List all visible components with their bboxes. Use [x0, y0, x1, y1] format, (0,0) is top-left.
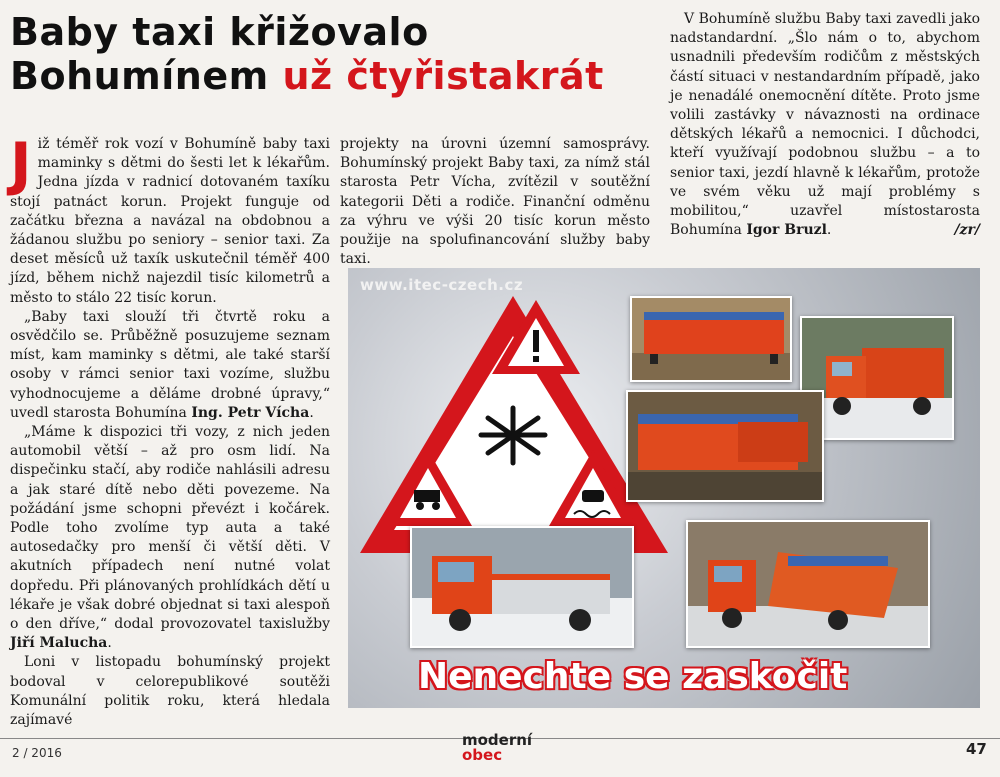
- headline-line2-black: Bohumínem: [10, 54, 283, 98]
- article-column-3: [670, 10, 980, 240]
- headline-line1: Baby taxi křižovalo: [10, 10, 429, 54]
- paragraph-6: V Bohumíně službu Baby taxi zavedli jako nadstandardní. „Šlo nám o to, abychom usnadnili především rodičům z městských částí situaci v nestandardním případě, jako je nenadálé onemocnění dítěte. Proto jsme volili zastávky v návaznosti na ordinace dětských lékařů a nemocnici. I důchodci, kteří využívají podobnou službu – a to senior taxi, jezdí hlavně k lékařům, protože ve svém věku už mají problémy s mobilitou,“ uzavřel místostarosta Bohumína Igor Bruzl. /zr/: [670, 10, 980, 240]
- headline-line2-red: už čtyřistakrát: [282, 54, 604, 98]
- taxi-operator-name: Jiří Malucha: [10, 635, 108, 652]
- mayor-name: Ing. Petr Vícha: [191, 404, 310, 421]
- magazine-logo: [462, 733, 532, 763]
- logo-line1: moderní: [462, 731, 533, 749]
- paragraph-5: projekty na úrovni územní samosprávy. Bohumínský projekt Baby taxi, za nímž stál starosta Petr Vícha, zvítězil v soutěžní kategorii Děti a rodiče. Finanční odměnu za výhru ve výši 20 tisíc korun město použije na spolufinancování služby baby taxi.: [340, 136, 650, 268]
- paragraph-6-text: V Bohumíně službu Baby taxi zavedli jako nadstandardní. „Šlo nám o to, abychom usnadnili především rodičům z městských částí situaci v nestandardním případě, jako je nenadálé onemocnění dítěte. Proto jsme volili zastávky v návaznosti na ordinace dětských lékařů a nemocnici. I důchodci, kteří využívají podobnou službu – a to senior taxi, jezdí hlavně k lékařům, protože ve svém věku už mají problémy s mobilitou,“ uzavřel místostarosta Bohumína: [670, 11, 980, 239]
- deputy-mayor-name: Igor Bruzl: [746, 222, 827, 239]
- photo-truck-bottom-left: [410, 526, 634, 648]
- author-signature: /zr/: [954, 222, 980, 239]
- paragraph-1: [10, 130, 330, 308]
- truck-image: [802, 318, 952, 438]
- article-headline: [10, 10, 604, 98]
- spreader-image: [632, 298, 790, 380]
- paragraph-3: „Máme k dispozici tři vozy, z nich jeden automobil větší – až pro osm lidí. Na dispečinku stačí, aby rodiče nahlásili adresu a jak staré dítě nebo děti povezeme. Na požádání jsme schopni převézt i kočárek. Podle toho zvolíme typ auta a také autosedačky pro menší či větší děti. V akutních případech není nutné volat dopředu. Při plánovaných prohlídkách dětí u lékaře je však dobré objednat si taxi alespoň o den dříve,“ dodal provozovatel taxislužby Jiří Malucha.: [10, 424, 330, 652]
- paragraph-4: [10, 653, 330, 730]
- headline-line2: [10, 54, 604, 98]
- paragraph-2-text: „Baby taxi slouží tři čtvrtě roku a osvědčilo se. Průběžně posuzujeme seznam míst, kam maminky s dětmi, ale také starší osoby v rámci senior taxi vozíme, službu vyhodnocujeme a děláme drobné úpravy,“ uvedl starosta Bohumína: [10, 308, 330, 421]
- paragraph-3-text: „Máme k dispozici tři vozy, z nich jeden automobil větší – až pro osm lidí. Na dispečinku stačí, aby rodiče nahlásili adresu a jak staré dítě nebo děti povezeme. Na požádání jsme schopni převézt i kočárek. Podle toho zvolíme typ auta a také autosedačky pro menší či větší děti. V akutních případech není nutné volat dopředu. Při plánovaných prohlídkách dětí u lékaře je však dobré objednat si taxi alespoň o den dříve,“ dodal provozovatel taxislužby: [10, 424, 330, 633]
- dropcap: J: [10, 130, 32, 198]
- photo-spreader-top: [630, 296, 792, 382]
- paragraph-4-text: Loni v listopadu bohumínský projekt bodoval v celorepublikové soutěži Komunální politik roku, která hledala zajímavé: [10, 654, 330, 729]
- article-column-1: [10, 130, 330, 730]
- paragraph-2: „Baby taxi slouží tři čtvrtě roku a osvědčilo se. Průběžně posuzujeme seznam míst, kam maminky s dětmi, ale také starší osoby v rámci senior taxi vozíme, službu vyhodnocujeme a děláme drobné úpravy,“ uvedl starosta Bohumína Ing. Petr Vícha.: [10, 308, 330, 421]
- advertisement: [348, 268, 980, 708]
- photo-spreader-middle: [626, 390, 824, 502]
- logo-line2: obec: [462, 746, 503, 764]
- paragraph-1-text: iž téměř rok vozí v Bohumíně baby taxi maminky s dětmi do šesti let k lékařům. Jedna jízda v radnicí dotovaném taxíku stojí patnáct korun. Projekt funguje od začátku března a navázal na obdobnou a žádanou službu po seniory – senior taxi. Za deset měsíců už taxík uskutečnil téměř 400 jízd, během nichž najezdil tisíc kilometrů a město to stálo 22 tisíc korun.: [10, 136, 330, 306]
- issue-number: 2 / 2016: [12, 746, 62, 760]
- truck-bottom-left-image: [412, 528, 632, 646]
- photo-truck-bottom-right: [686, 520, 930, 648]
- page-number: 47: [966, 740, 987, 758]
- spreader-large-image: [628, 392, 822, 500]
- truck-bottom-right-image: [688, 522, 928, 646]
- ad-slogan: Nenechte se zaskočit: [418, 656, 848, 697]
- article-column-2: [340, 135, 650, 269]
- ad-website-url: www.itec-czech.cz: [360, 276, 524, 294]
